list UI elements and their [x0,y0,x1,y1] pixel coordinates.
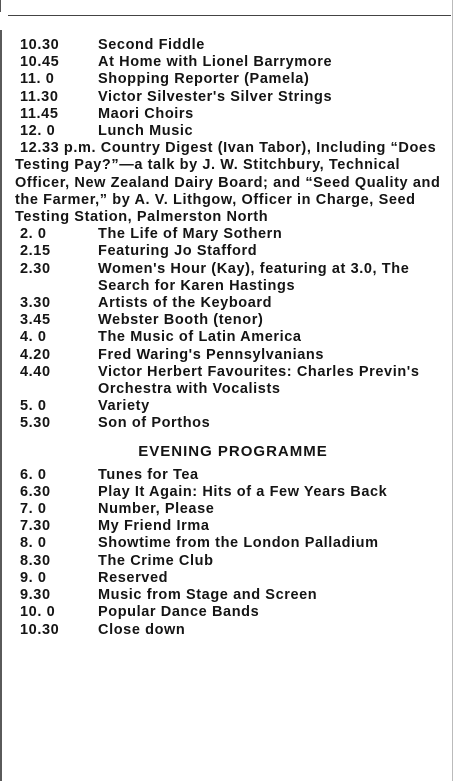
listing-title: Reserved [98,569,169,586]
listing-time: 10.30 [20,37,60,53]
listing-time: 3.45 [20,312,51,329]
listing-row [15,535,451,552]
listing-title: Shopping Reporter (Pamela) [98,71,310,88]
listing-row [15,364,451,398]
listing-time: 9.30 [20,587,51,604]
corner-tick [0,0,1,12]
listing-title: My Friend Irma [98,518,210,535]
listing-title: Lunch Music [98,123,194,140]
listing-title: Maori Choirs [98,105,194,122]
listing-row [15,54,451,71]
listing-time: 11.45 [20,105,59,122]
listing-title: Second Fiddle [98,37,205,53]
listing-title: The Crime Club [98,552,214,569]
listing-time: 5.30 [20,415,51,432]
listing-title: Popular Dance Bands [98,604,260,621]
listing-title: Play It Again: Hits of a Few Years Back [98,483,388,500]
listing-title: Webster Booth (tenor) [98,312,264,329]
listing-time: 10. 0 [20,604,56,621]
listing-time: 11. 0 [20,71,55,88]
listing-title: Featuring Jo Stafford [98,243,258,260]
listing-row [15,37,451,54]
listing-time: 10.45 [20,54,60,71]
listing-title: Variety [98,398,150,415]
listing-row [15,484,451,501]
listing-time: 7.30 [20,518,51,535]
listing-title: Fred Waring's Pennsylvanians [98,346,324,363]
evening-programme-list [15,467,451,639]
listing-time: 2.30 [20,260,51,277]
listing-row [15,295,451,312]
listing-title: Artists of the Keyboard [98,295,273,312]
listing-time: 2.15 [20,243,51,260]
listing-time: 6. 0 [20,466,47,483]
listing-row [15,71,451,88]
listing-row [15,587,451,604]
listing-title: Victor Silvester's Silver Strings [98,88,333,105]
listing-time: 7. 0 [20,501,47,518]
listing-row [15,312,451,329]
listing-time: 8.30 [20,552,51,569]
listing-row [15,570,451,587]
listing-title: At Home with Lionel Barrymore [98,54,333,71]
listing-title: Women's Hour (Kay), featuring at 3.0, The Search for Karen Hastings [98,260,410,294]
top-rule [0,0,455,20]
listing-row [15,347,451,364]
listing-row [15,553,451,570]
listing-row [15,140,451,226]
listing-row [15,243,451,260]
listing-row [15,467,451,484]
listing-time: 11.30 [20,88,59,105]
listing-row [15,415,451,432]
programme-listing [15,37,451,639]
listing-title: Victor Herbert Favourites: Charles Previn's Orchestra with Vocalists [98,363,420,398]
listing-time: 2. 0 [20,226,47,243]
column-right-rule [452,0,453,781]
listing-row [15,226,451,243]
listing-title: Close down [98,621,186,638]
listing-title: Son of Porthos [98,415,211,432]
listing-title: Number, Please [98,501,215,518]
listing-row [15,261,451,295]
listing-row [15,123,451,140]
column-left-rule [0,30,2,781]
listing-time: 4. 0 [20,329,47,346]
listing-time: 8. 0 [20,535,47,552]
listing-title: Showtime from the London Palladium [98,535,379,552]
listing-row [15,398,451,415]
evening-heading: EVENING PROGRAMME [138,442,328,460]
listing-row [15,501,451,518]
listing-row [15,106,451,123]
listing-title: Tunes for Tea [98,466,199,483]
listing-time: 9. 0 [20,569,47,586]
listing-title: The Life of Mary Sothern [98,226,283,243]
listing-time: 10.30 [20,621,60,638]
listing-row [15,622,451,639]
horizontal-rule [8,15,451,16]
listing-title: Music from Stage and Screen [98,587,318,604]
listing-time: 4.40 [20,363,51,380]
listing-row [15,604,451,621]
listing-time: 12. 0 [20,123,56,140]
listing-time: 6.30 [20,483,51,500]
listing-time: 12.33 p.m. [20,140,97,157]
listing-time: 4.20 [20,346,51,363]
day-programme-list [15,37,451,433]
listing-title: The Music of Latin America [98,329,302,346]
listing-row [15,89,451,106]
listing-title: Country Digest (Ivan Tabor), Including “Does Testing Pay?”—a talk by J. W. Stitchbury, Technical Officer, New Zealand Dairy Board; and “Seed Quality and the Farmer,” by A. V. Lithgow, Officer in Charge, Seed Testing Station, Palmerston North [15,140,441,226]
listing-row [15,518,451,535]
listing-row [15,329,451,346]
listing-time: 5. 0 [20,398,47,415]
listing-time: 3.30 [20,295,51,312]
